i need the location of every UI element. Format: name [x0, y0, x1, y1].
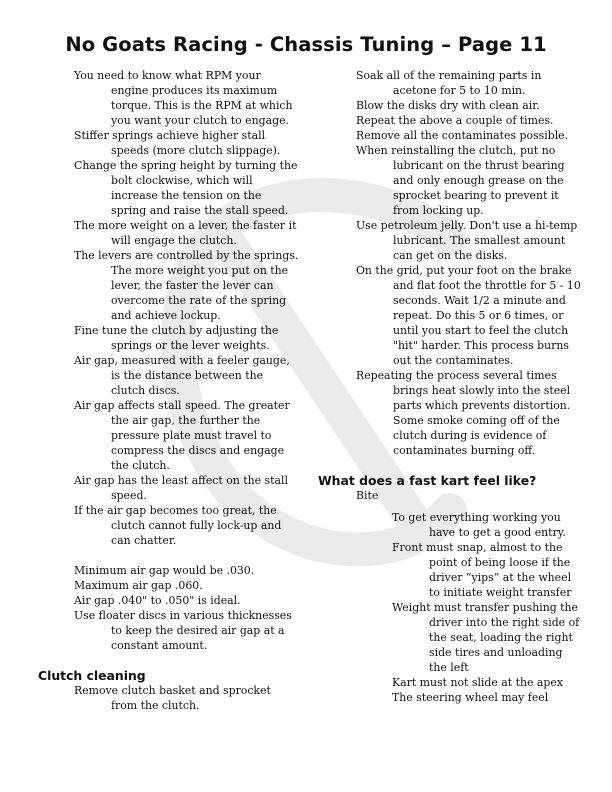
paragraph: Remove all the contaminates possible. [356, 129, 569, 142]
paragraph: Use petroleum jelly. Don't use a hi-temp lubricant. The smallest amount can get on the disks. [356, 219, 578, 262]
paragraph: Repeating the process several times brings heat slowly into the steel parts which prevents distortion. Some smoke coming off of the clutch during is evidence of contaminates burning off. [356, 369, 571, 457]
paragraph: Blow the disks dry with clean air. [356, 99, 540, 112]
section-heading-fast-kart: What does a fast kart feel like? [318, 473, 537, 488]
paragraph: Air gap affects stall speed. The greater the air gap, the further the pressure plate must travel to compress the discs and engage the clutch. [74, 399, 290, 472]
paragraph: When reinstalling the clutch, put no lubricant on the thrust bearing and only enough grease on the sprocket bearing to prevent it from locking up. [356, 144, 565, 217]
paragraph: The more weight on a lever, the faster it will engage the clutch. [74, 219, 297, 247]
paragraph: Use floater discs in various thicknesses to keep the desired air gap at a constant amount. [74, 609, 292, 652]
bite-label: Bite [356, 489, 379, 502]
paragraph: Air gap, measured with a feeler gauge, is the distance between the clutch discs. [74, 354, 290, 397]
paragraph: You need to know what RPM your engine produces its maximum torque. This is the RPM at which you want your clutch to engage. [74, 69, 293, 127]
bite-item: Front must snap, almost to the point of being loose if the driver “yips” at the wheel to initiate weight transfer [392, 541, 572, 599]
paragraph: Remove clutch basket and sprocket from the clutch. [74, 684, 271, 712]
left-column [38, 68, 300, 713]
right-column [320, 68, 582, 705]
bite-item: Weight must transfer pushing the driver into the right side of the seat, loading the right side tires and unloading the left [392, 601, 580, 674]
paragraph: Repeat the above a couple of times. [356, 114, 554, 127]
bite-item: The steering wheel may feel [392, 691, 549, 704]
page-title: No Goats Racing - Chassis Tuning – Page 11 [65, 33, 547, 56]
paragraph: If the air gap becomes too great, the clutch cannot fully lock-up and can chatter. [74, 504, 282, 547]
paragraph: Air gap has the least affect on the stall speed. [74, 474, 288, 502]
paragraph: Change the spring height by turning the bolt clockwise, which will increase the tension on the spring and raise the stall speed. [74, 159, 298, 217]
paragraph: Minimum air gap would be .030. [74, 564, 255, 577]
paragraph: Maximum air gap .060. [74, 579, 203, 592]
bite-item: To get everything working you have to get a good entry. [392, 511, 566, 539]
paragraph: On the grid, put your foot on the brake and flat foot the throttle for 5 - 10 seconds. Wait 1/2 a minute and repeat. Do this 5 or 6 times, or until you start to feel the clutch "hit" harder. This process burns out the contaminates. [356, 264, 581, 367]
paragraph: Soak all of the remaining parts in acetone for 5 to 10 min. [356, 69, 542, 97]
paragraph: Stiffer springs achieve higher stall speeds (more clutch slippage). [74, 129, 281, 157]
section-heading-clutch-cleaning: Clutch cleaning [38, 668, 146, 683]
paragraph: Air gap .040" to .050" is ideal. [74, 594, 241, 607]
paragraph: The levers are controlled by the springs. The more weight you put on the lever, the faster the lever can overcome the rate of the spring and achieve lockup. [74, 249, 299, 322]
paragraph: Fine tune the clutch by adjusting the springs or the lever weights. [74, 324, 279, 352]
bite-item: Kart must not slide at the apex [392, 676, 563, 689]
